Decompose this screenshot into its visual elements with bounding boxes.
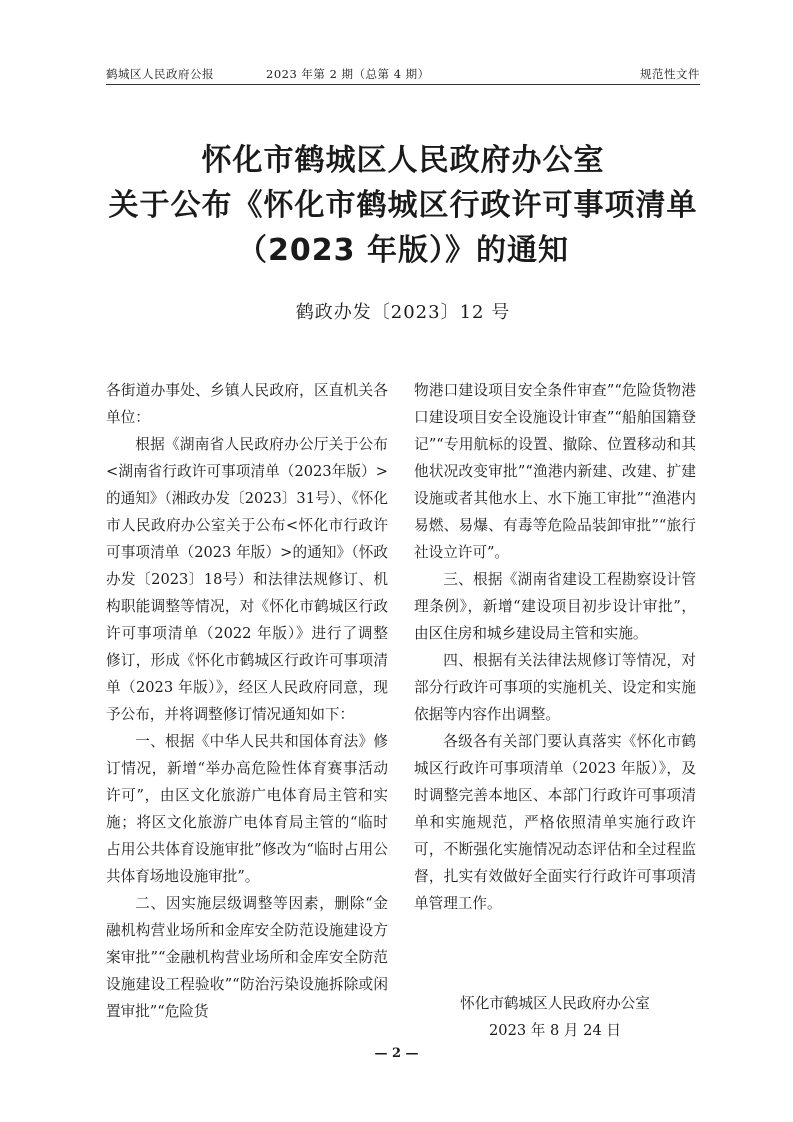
- salutation: 各街道办事处、乡镇人民政府，区直机关各单位：: [106, 382, 388, 426]
- document-number: 鹤政办发〔2023〕12 号: [295, 302, 511, 323]
- body-paragraph: 二、因实施层级调整等因素，删除“金融机构营业场所和金库安全防范设施建设方案审批”“金融机构营业场所和金库安全防范设施建设工程验收”“防治污染设施拆除或闲置审批”“危险货: [106, 895, 388, 1020]
- title-line-1: 怀化市鹤城区人民政府办公室: [201, 143, 605, 178]
- header-issue: 2023 年第 2 期（总第 4 期）: [266, 67, 430, 81]
- body-column-left: [106, 377, 388, 1025]
- body-paragraph: 根据《湖南省人民政府办公厅关于公布<湖南省行政许可事项清单（2023年版）>的通知》（湘政办发〔2023〕31号）、《怀化市人民政府办公室关于公布<怀化市行政许可事项清单（2023 年版）>的通知》（怀政办发〔2023〕18号）和法律法规修订、机构职能调整等情况，对《怀化市鹤城区行政许可事项清单（2022 年版）》进行了调整修订，形成《怀化市鹤城区行政许可事项清单（2023 年版）》，经区人民政府同意，现予公布，并将调整修订情况通知如下：: [106, 436, 388, 723]
- document-title: [96, 138, 710, 273]
- signature-date: 2023 年 8 月 24 日: [489, 1022, 621, 1039]
- body-paragraph-continued: 物港口建设项目安全条件审查”“危险货物港口建设项目安全设施设计审查”“船舶国籍登记”“专用航标的设置、撤除、位置移动和其他状况改变审批”“渔港内新建、改建、扩建设施或者其他水上、水下施工审批”“渔港内易燃、易爆、有毒等危险品装卸审批”“旅行社设立许可”。: [414, 382, 696, 561]
- body-paragraph: 三、根据《湖南省建设工程勘察设计管理条例》，新增“建设项目初步设计审批”，由区住房和城乡建设局主管和实施。: [414, 571, 696, 642]
- header-publication: 鹤城区人民政府公报: [106, 67, 214, 81]
- running-header: [106, 62, 700, 82]
- body-column-right: [414, 377, 696, 917]
- body-paragraph: 四、根据有关法律法规修订等情况，对部分行政许可事项的实施机关、设定和实施依据等内容作出调整。: [414, 652, 696, 723]
- title-line-2: 关于公布《怀化市鹤城区行政许可事项清单: [108, 188, 698, 223]
- header-divider: [106, 84, 700, 85]
- body-paragraph: 一、根据《中华人民共和国体育法》修订情况，新增“举办高危险性体育赛事活动许可”，由区文化旅游广电体育局主管和实施；将区文化旅游广电体育局主管的“临时占用公共体育设施审批”修改为“临时占用公共体育场地设施审批”。: [106, 733, 388, 885]
- header-category: 规范性文件: [640, 67, 700, 81]
- page-number: — 2 —: [374, 1046, 419, 1061]
- signature-organization: 怀化市鹤城区人民政府办公室: [460, 995, 650, 1012]
- title-line-3: （2023 年版）》的通知: [237, 233, 569, 268]
- body-paragraph: 各级各有关部门要认真落实《怀化市鹤城区行政许可事项清单（2023 年版）》，及时调整完善本地区、本部门行政许可事项清单和实施规范，严格依照清单实施行政许可，不断强化实施情况动态评估和全过程监督，扎实有效做好全面实行行政许可事项清单管理工作。: [414, 733, 696, 912]
